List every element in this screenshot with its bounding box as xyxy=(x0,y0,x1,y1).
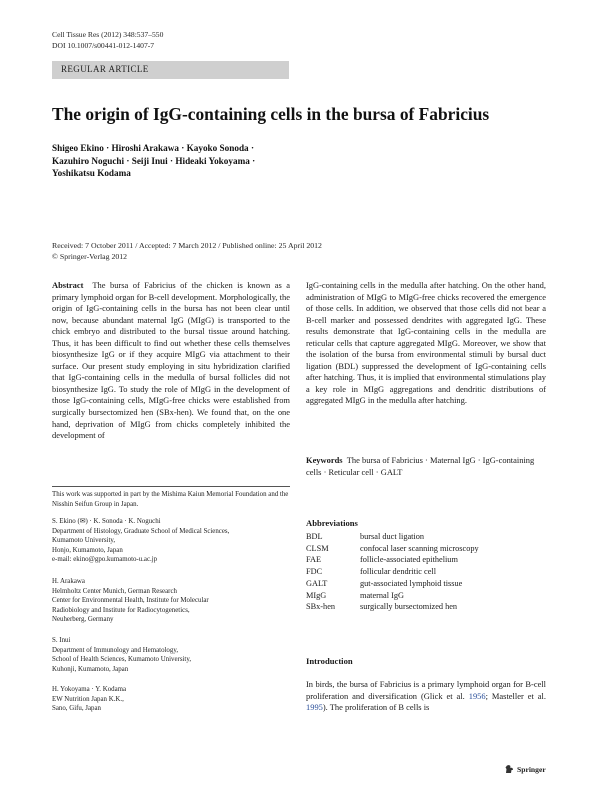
abbreviation-definition: bursal duct ligation xyxy=(360,532,425,541)
dates-line: Received: 7 October 2011 / Accepted: 7 March 2012 / Published online: 25 April 2012 xyxy=(52,241,322,250)
affiliation-line: Department of Histology, Graduate School of Medical Sciences, xyxy=(52,527,230,535)
affiliation-line: S. Inui xyxy=(52,637,71,644)
abbreviation-row xyxy=(306,543,479,555)
abbreviation-term: CLSM xyxy=(306,543,329,553)
author-line: Yoshikatsu Kodama xyxy=(52,168,131,178)
funding-note: This work was supported in part by the Mishima Kaiun Memorial Foundation and the Nisshin Seifun Group in Japan. xyxy=(52,491,289,508)
author-line: Kazuhiro Noguchi · Seiji Inui · Hideaki Yokoyama · xyxy=(52,155,256,166)
affiliation-line: Kumamoto University, xyxy=(52,537,116,544)
abbreviation-term: FDC xyxy=(306,567,323,577)
abbreviation-row xyxy=(306,578,479,590)
affiliation-line: H. Yokoyama · Y. Kodama xyxy=(52,686,127,693)
keywords xyxy=(306,455,546,478)
abstract-label: Abstract xyxy=(52,280,84,290)
abbreviation-definition: confocal laser scanning microscopy xyxy=(360,543,479,553)
abbreviation-row xyxy=(306,590,479,602)
abbreviation-row xyxy=(306,566,479,578)
affiliation-block-3 xyxy=(52,636,290,674)
publisher-logo xyxy=(504,764,546,774)
affiliation-line: EW Nutrition Japan K.K., xyxy=(52,695,124,703)
affiliation-line: Honjo, Kumamoto, Japan xyxy=(52,546,123,554)
affiliation-line: Neuherberg, Germany xyxy=(52,616,114,623)
footnote-divider xyxy=(52,486,290,487)
affiliation-line: Sano, Gifu, Japan xyxy=(52,705,101,712)
author-line: Shigeo Ekino · Hiroshi Arakawa · Kayoko Sonoda · xyxy=(52,143,255,153)
citation-link-glick[interactable]: 1956 xyxy=(468,690,486,701)
keywords-label: Keywords xyxy=(306,455,343,465)
doi-line: DOI 10.1007/s00441-012-1407-7 xyxy=(52,40,155,50)
intro-text-part: ). The proliferation of B cells is xyxy=(322,702,430,713)
affiliation-line: Helmholtz Center Munich, German Research xyxy=(52,587,177,595)
abbreviation-row xyxy=(306,554,479,566)
affiliation-line: H. Arakawa xyxy=(52,578,85,585)
journal-citation xyxy=(52,30,163,51)
abbreviation-term: FAE xyxy=(306,555,322,565)
abbreviation-term: SBx-hen xyxy=(306,602,336,612)
abstract-left-column xyxy=(52,280,290,442)
author-list xyxy=(52,142,322,180)
article-type-label: REGULAR ARTICLE xyxy=(61,64,149,74)
abbreviation-definition: follicle-associated epithelium xyxy=(360,555,458,565)
publication-dates xyxy=(52,241,322,262)
abbreviations-list xyxy=(306,531,479,613)
abbreviation-definition: surgically bursectomized hen xyxy=(360,602,458,612)
article-type-banner xyxy=(52,61,289,79)
abbreviation-row xyxy=(306,601,479,613)
email-link[interactable]: e-mail: ekino@gpo.kumamoto-u.ac.jp xyxy=(52,556,158,563)
paper-title: The origin of IgG-containing cells in the bursa of Fabricius xyxy=(52,104,490,124)
abbreviation-definition: follicular dendritic cell xyxy=(360,567,437,577)
abbreviation-term: BDL xyxy=(306,532,323,541)
affiliation-line: Center for Environmental Health, Institute for Molecular xyxy=(52,597,209,604)
abbreviations-heading: Abbreviations xyxy=(306,518,358,528)
intro-text-part: ; Masteller et al. xyxy=(485,690,547,701)
citation-line: Cell Tissue Res (2012) 348:537–550 xyxy=(52,30,164,39)
affiliation-line: Radiobiology and Institute for Radiocytogenetics, xyxy=(52,606,190,614)
publisher-name: Springer xyxy=(517,764,546,774)
affiliation-line: S. Ekino (✉) · K. Sonoda · K. Noguchi xyxy=(52,518,161,525)
intro-text-part: In birds, the bursa of Fabricius is a primary lymphoid organ for B-cell proliferation and diversification (Glick et al. xyxy=(306,679,546,701)
abstract-text-left: The bursa of Fabricius of the chicken is known as a primary lymphoid organ for B-cell development. Morphologically, the origin of IgG-containing cells in the bursa has not been clear until now, because abundant maternal IgG (MIgG) is transported to the chick embryo and distributed to the bursal tissue around hatching. Thus, it has been difficult to find out whether these cells themselves biosynthesize IgG or if they acquire MIgG via attachment to their surface. Our present study employing in situ hybridization clarified that IgG-containing cells in the medulla of bursal follicles did not biosynthesize IgG. To study the role of MIgG in the development of those IgG-containing cells, MIgG-free chicks were established from surgically bursectomized hen (SBx-hen). We found that, on the one hand, deprivation of MIgG from chicks completely inhibited the development of xyxy=(52,280,291,441)
affiliation-line: School of Health Sciences, Kumamoto University, xyxy=(52,656,192,663)
affiliation-block-2 xyxy=(52,577,290,625)
introduction-heading: Introduction xyxy=(306,656,353,666)
abbreviation-term: GALT xyxy=(306,578,328,588)
keywords-text: The bursa of Fabricius · Maternal IgG · IgG-containing cells · Reticular cell · GALT xyxy=(306,455,535,477)
abbreviation-row xyxy=(306,531,479,543)
abbreviation-definition: gut-associated lymphoid tissue xyxy=(360,578,463,588)
springer-horse-icon xyxy=(504,764,514,774)
copyright-line: © Springer-Verlag 2012 xyxy=(52,251,128,261)
abbreviation-definition: maternal IgG xyxy=(360,590,405,600)
affiliation-line: Kuhonji, Kumamoto, Japan xyxy=(52,665,129,673)
affiliation-block-1 xyxy=(52,517,290,565)
abbreviation-term: MIgG xyxy=(306,590,327,600)
affiliation-line: Department of Immunology and Hematology, xyxy=(52,646,179,654)
abstract-right-column: IgG-containing cells in the medulla after hatching. On the other hand, administration of MIgG to MIgG-free chicks recovered the emergence of those cells. In addition, we observed that those cells did not bear a B-cell marker and possessed dendrites with aggregated IgG. These results demonstrate that IgG-containing cells in the medulla are reticular cells that capture aggregated MIgG. Moreover, we show that the isolation of the bursa from environmental stimuli by bursal duct ligation (BDL) suppressed the development of IgG-containing cells after hatching. Thus, it is implied that environmental stimulations play a key role in MIgG aggregations and dendritic distributions of aggregated MIgG in the medulla after hatching. xyxy=(306,280,546,406)
introduction-text xyxy=(306,679,546,714)
affiliation-block-4 xyxy=(52,685,290,714)
citation-link-masteller[interactable]: 1995 xyxy=(306,702,323,713)
